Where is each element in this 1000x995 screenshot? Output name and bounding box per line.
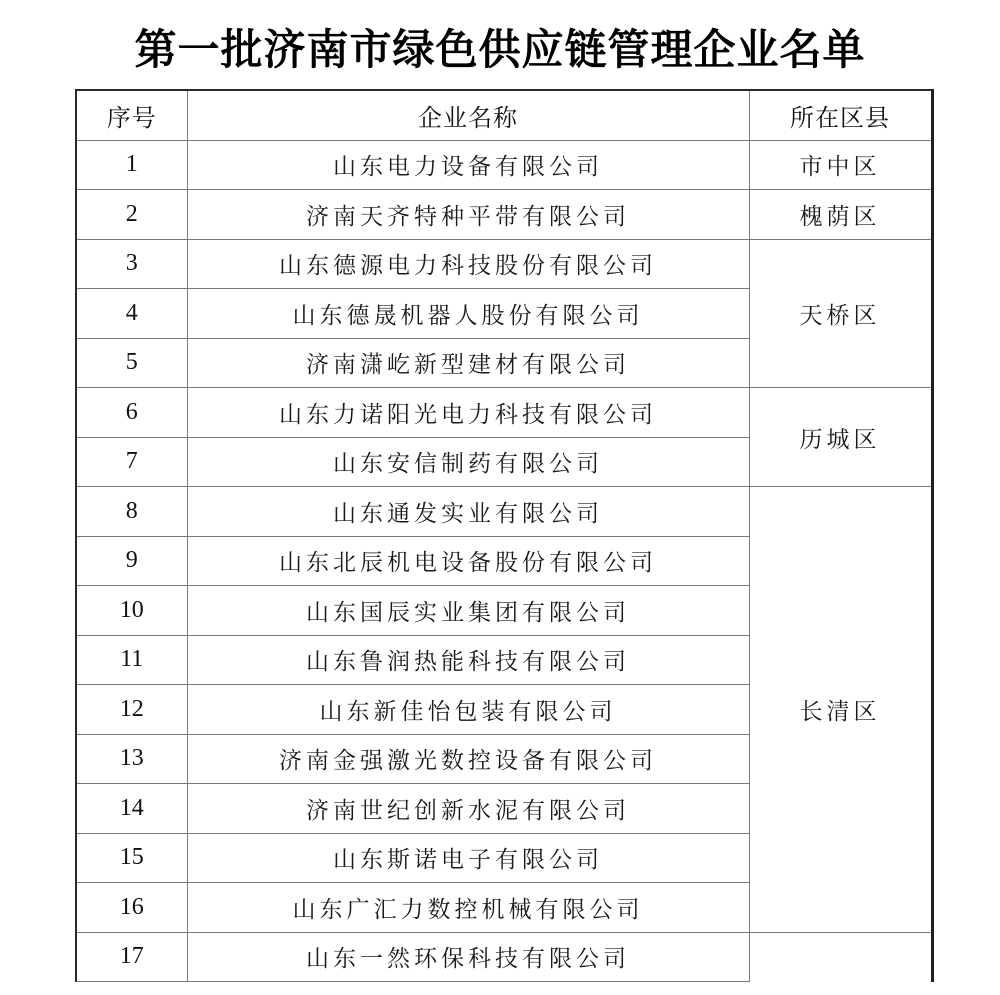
row-seq: 7 [76,437,187,487]
row-name: 山东德晟机器人股份有限公司 [187,289,749,339]
district-cell [749,932,932,982]
row-name: 济南世纪创新水泥有限公司 [187,784,749,834]
district-cell: 天桥区 [749,239,932,388]
enterprise-list-table [75,89,934,982]
row-seq: 14 [76,784,187,834]
row-seq: 1 [76,140,187,190]
row-name: 山东国辰实业集团有限公司 [187,586,749,636]
row-name: 山东通发实业有限公司 [187,487,749,537]
row-name: 济南天齐特种平带有限公司 [187,190,749,240]
table-row [76,190,932,240]
row-name: 山东新佳怡包装有限公司 [187,685,749,735]
header-name: 企业名称 [187,90,749,140]
row-name: 山东电力设备有限公司 [187,140,749,190]
table-header-row [76,90,932,140]
row-name: 山东一然环保科技有限公司 [187,932,749,982]
row-name: 山东斯诺电子有限公司 [187,833,749,883]
row-seq: 11 [76,635,187,685]
row-seq: 17 [76,932,187,982]
row-seq: 9 [76,536,187,586]
table-row [76,239,932,289]
row-seq: 10 [76,586,187,636]
page-title: 第一批济南市绿色供应链管理企业名单 [134,25,866,74]
table-row [76,388,932,438]
header-seq: 序号 [76,90,187,140]
row-seq: 8 [76,487,187,537]
row-name: 济南潇屹新型建材有限公司 [187,338,749,388]
table-row [76,487,932,537]
table-row [76,140,932,190]
row-seq: 5 [76,338,187,388]
district-cell: 槐荫区 [749,190,932,240]
row-seq: 2 [76,190,187,240]
row-seq: 4 [76,289,187,339]
district-cell: 历城区 [749,388,932,487]
district-cell: 长清区 [749,487,932,933]
row-name: 山东力诺阳光电力科技有限公司 [187,388,749,438]
row-name: 山东德源电力科技股份有限公司 [187,239,749,289]
row-seq: 3 [76,239,187,289]
row-name: 山东广汇力数控机械有限公司 [187,883,749,933]
row-seq: 15 [76,833,187,883]
row-seq: 6 [76,388,187,438]
row-seq: 12 [76,685,187,735]
row-name: 济南金强激光数控设备有限公司 [187,734,749,784]
row-name: 山东鲁润热能科技有限公司 [187,635,749,685]
district-cell: 市中区 [749,140,932,190]
row-seq: 13 [76,734,187,784]
table-row [76,932,932,982]
row-seq: 16 [76,883,187,933]
row-name: 山东北辰机电设备股份有限公司 [187,536,749,586]
row-name: 山东安信制药有限公司 [187,437,749,487]
header-district: 所在区县 [749,90,932,140]
